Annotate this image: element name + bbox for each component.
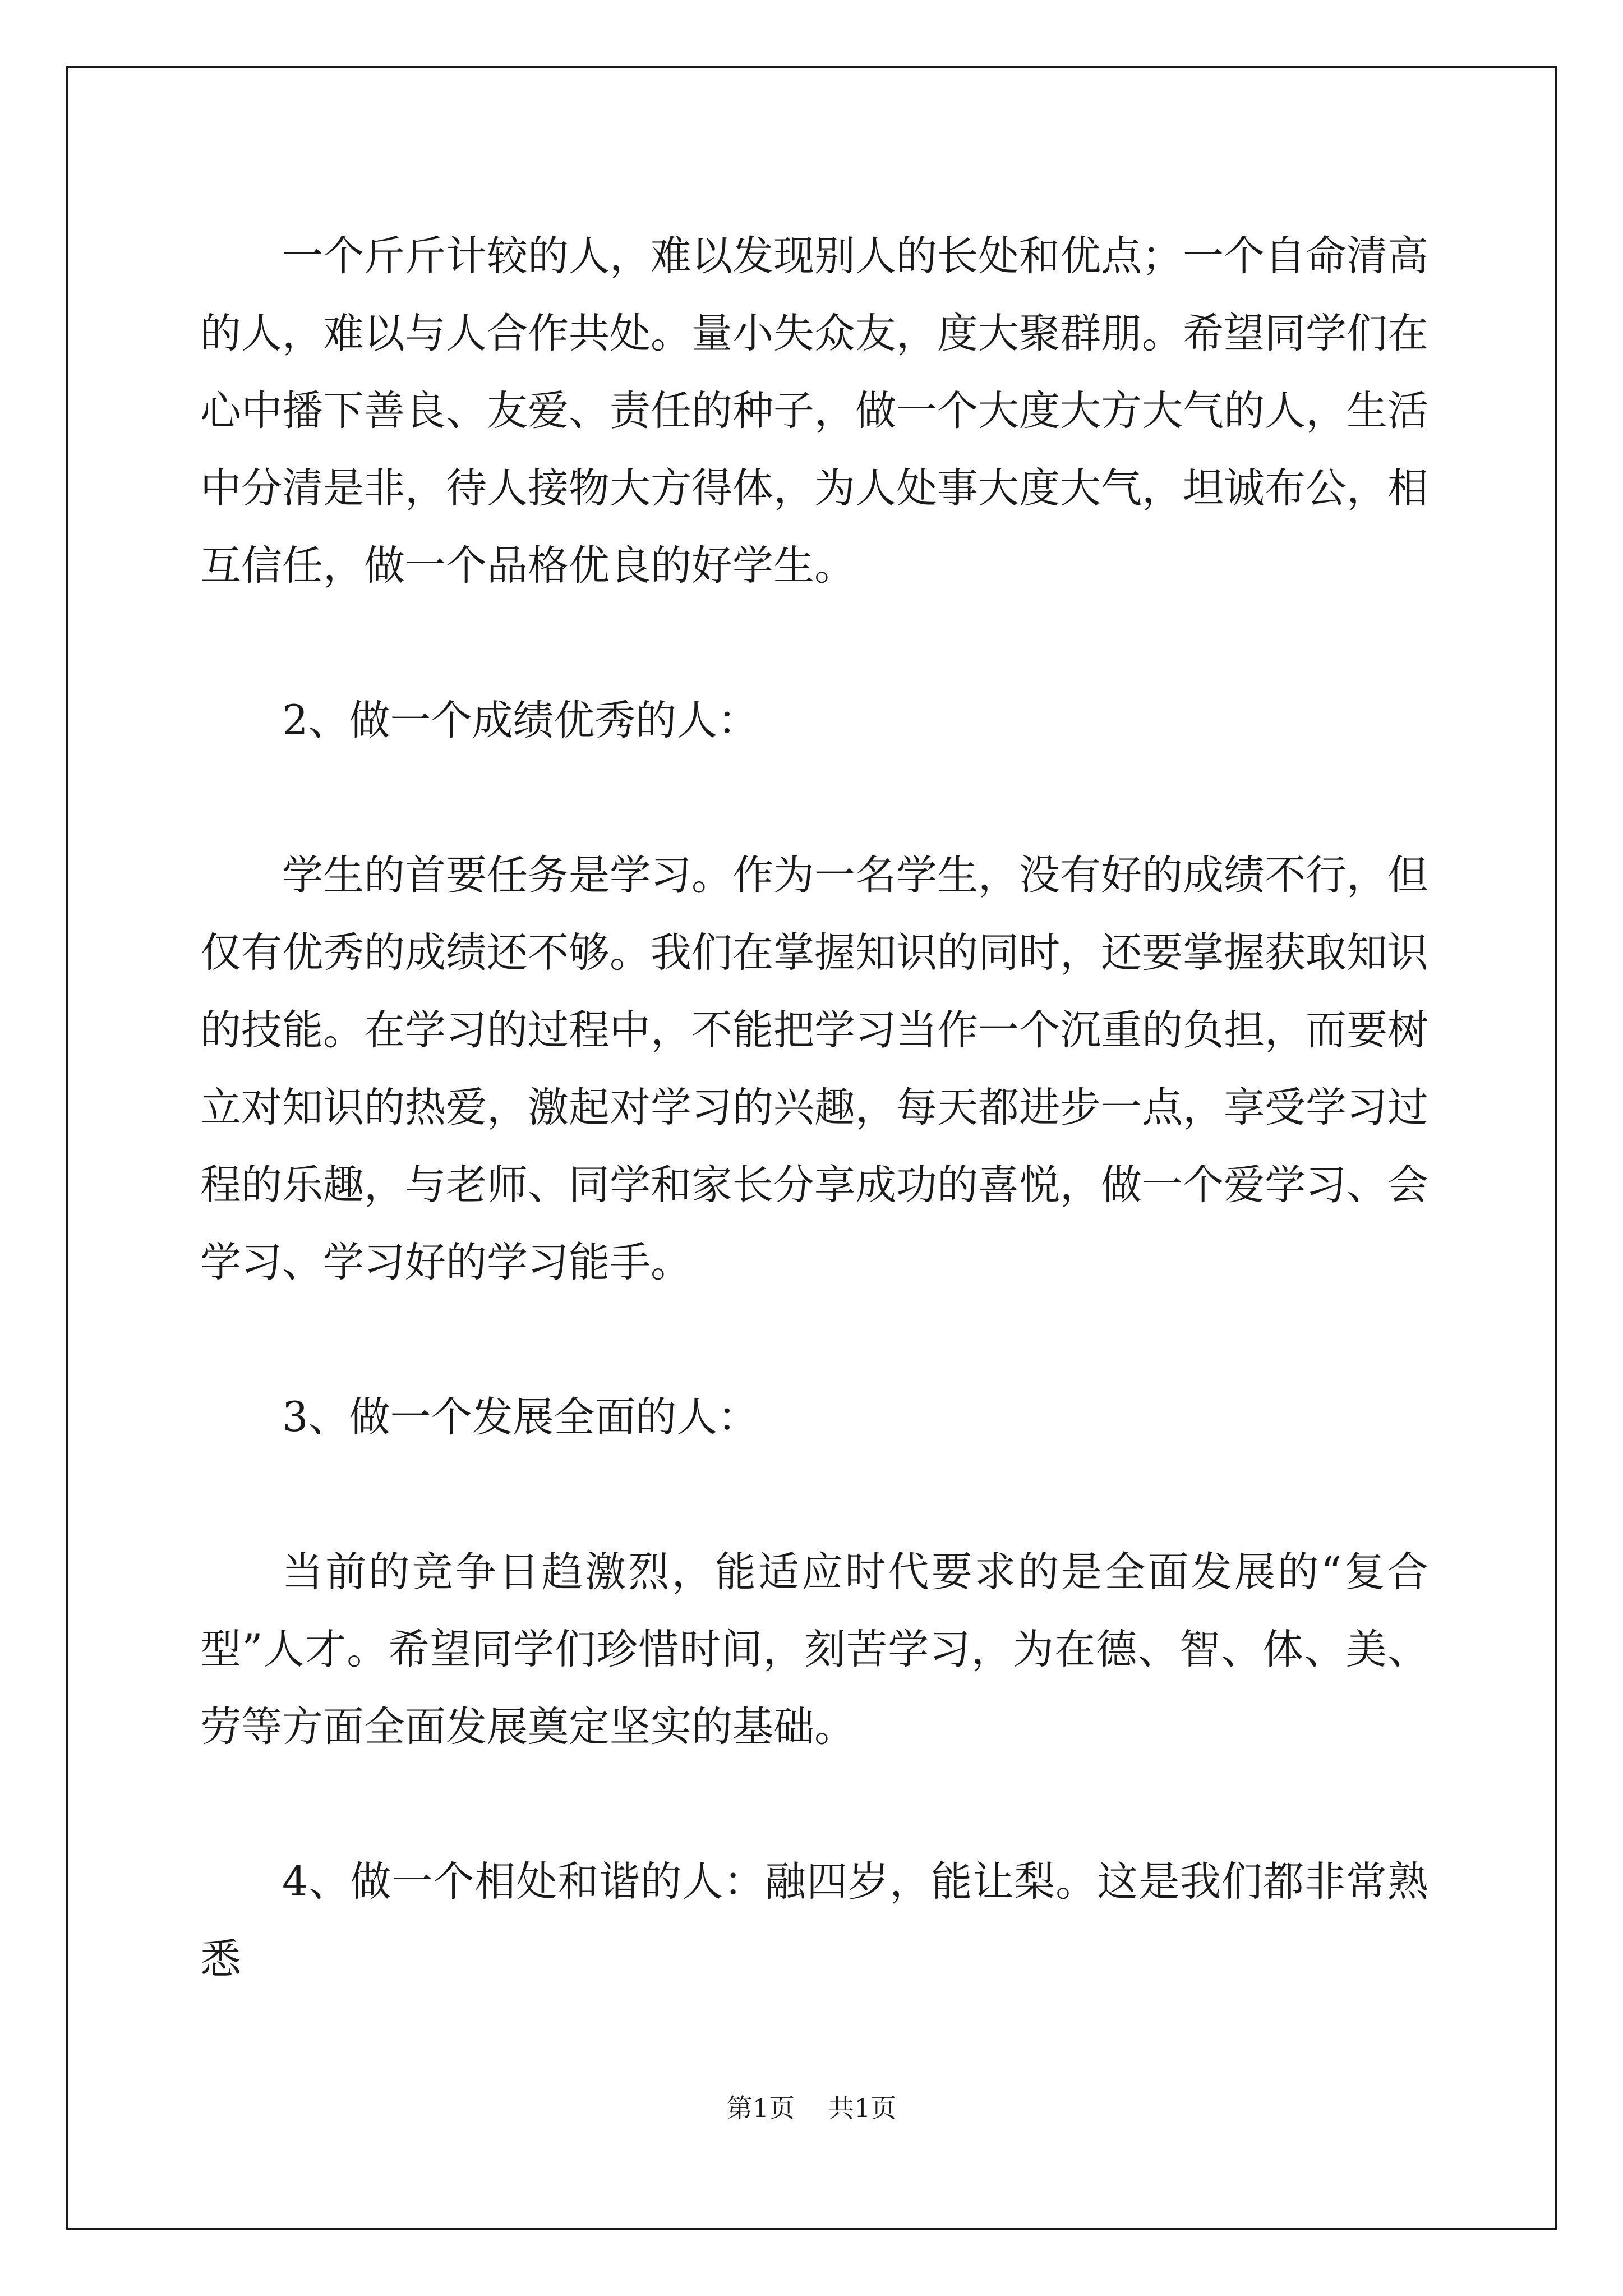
page-number: 第1页 [726,2093,795,2123]
paragraph: 当前的竞争日趋激烈，能适应时代要求的是全面发展的“复合型”人才。希望同学们珍惜时间，刻苦学习，为在德、智、体、美、劳等方面全面发展奠定坚实的基础。 [200,1548,1428,1751]
section-heading: 4、做一个相处和谐的人：融四岁，能让梨。这是我们都非常熟悉 [200,1858,1428,1983]
document-body [200,218,1428,1998]
page-footer [0,2091,1623,2125]
paragraph: 学生的首要任务是学习。作为一名学生，没有好的成绩不行，但仅有优秀的成绩还不够。我们在掌握知识的同时，还要掌握获取知识的技能。在学习的过程中，不能把学习当作一个沉重的负担，而要树立对知识的热爱，激起对学习的兴趣，每天都进步一点，享受学习过程的乐趣，与老师、同学和家长分享成功的喜悦，做一个爱学习、会学习、学习好的学习能手。 [200,852,1428,1286]
paragraph: 一个斤斤计较的人，难以发现别人的长处和优点；一个自命清高的人，难以与人合作共处。量小失众友，度大聚群朋。希望同学们在心中播下善良、友爱、责任的种子，做一个大度大方大气的人，生活中分清是非，待人接物大方得体，为人处事大度大气，坦诚布公，相互信任，做一个品格优良的好学生。 [200,232,1428,590]
section-heading: 3、做一个发展全面的人： [282,1393,759,1441]
section-heading: 2、做一个成绩优秀的人： [282,697,759,744]
page-total: 共1页 [828,2093,897,2123]
